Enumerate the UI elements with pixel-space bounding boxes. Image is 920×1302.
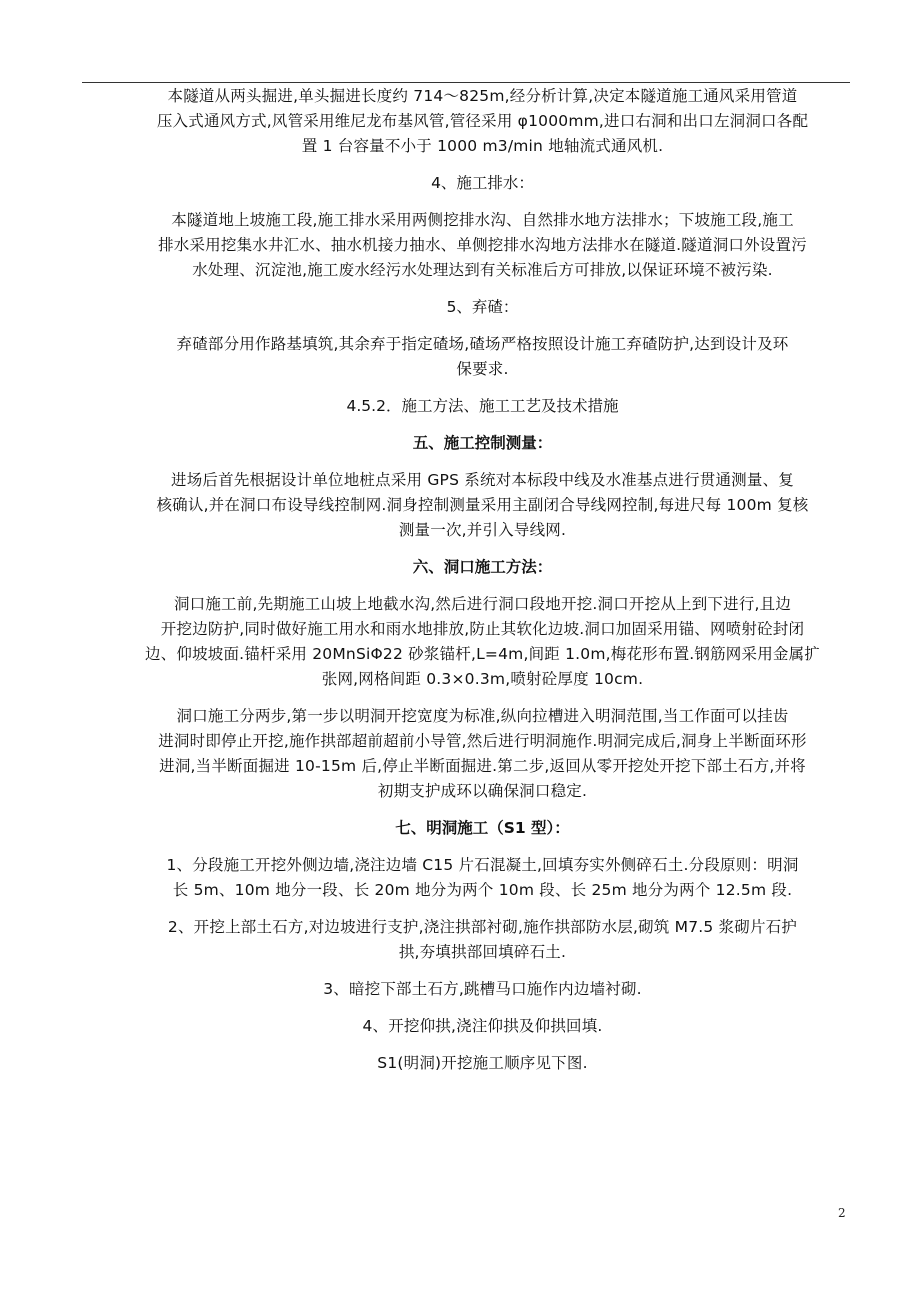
text-line: 弃碴部分用作路基填筑,其余弃于指定碴场,碴场严格按照设计施工弃碴防护,达到设计及环 (176, 335, 789, 353)
text-line: 水处理、沉淀池,施工废水经污水处理达到有关标准后方可排放,以保证环境不被污染. (192, 261, 773, 279)
text-line: 进场后首先根据设计单位地桩点采用 GPS 系统对本标段中线及水准基点进行贯通测量、复 (171, 471, 794, 489)
heading-portal-method: 六、洞口施工方法： (412, 558, 553, 576)
text-line: 置 1 台容量不小于 1000 m3/min 地轴流式通风机. (301, 137, 664, 155)
text-line: 压入式通风方式,风管采用维尼龙布基风管,管径采用 φ1000mm,进口右洞和出口左洞洞口各配 (156, 112, 809, 130)
list-item-2 (110, 915, 855, 965)
text-line: 初期支护成环以确保洞口稳定. (377, 782, 588, 800)
list-item-3: 3、暗挖下部土石方,跳槽马口施作内边墙衬砌. (323, 980, 642, 998)
text-line: 洞口施工前,先期施工山坡上地截水沟,然后进行洞口段地开挖.洞口开挖从上到下进行,且边 (173, 595, 792, 613)
paragraph-spoil (110, 332, 855, 382)
text-line: 开挖边防护,同时做好施工用水和雨水地排放,防止其软化边坡.洞口加固采用锚、网喷射砼封闭 (160, 620, 805, 638)
text-line: 本隧道地上坡施工段,施工排水采用两侧挖排水沟、自然排水地方法排水；下坡施工段,施工 (171, 211, 794, 229)
heading-drainage: 4、施工排水： (431, 174, 534, 192)
section-title-4-5-2: 4.5.2．施工方法、施工工艺及技术措施 (346, 397, 619, 415)
text-line: 长 5m、10m 地分一段、长 20m 地分为两个 10m 段、长 25m 地分为两个 12.5m 段. (172, 881, 793, 899)
text-line: 保要求. (456, 360, 509, 378)
heading-survey-control: 五、施工控制测量： (412, 434, 553, 452)
text-line: 1、分段施工开挖外侧边墙,浇注边墙 C15 片石混凝土,回填夯实外侧碎石土.分段原则：明洞 (166, 856, 799, 874)
heading-spoil: 5、弃碴： (446, 298, 519, 316)
paragraph-survey (110, 468, 855, 543)
paragraph-ventilation (110, 84, 855, 159)
header-rule (82, 82, 850, 83)
paragraph-drainage (110, 208, 855, 283)
figure-reference-caption: S1(明洞)开挖施工顺序见下图. (377, 1054, 588, 1072)
heading-open-cut-tunnel: 七、明洞施工（S1 型）： (395, 819, 570, 837)
text-line: 进洞时即停止开挖,施作拱部超前超前小导管,然后进行明洞施作.明洞完成后,洞身上半断面环形 (158, 732, 807, 750)
text-line: 拱,夯填拱部回填碎石土. (398, 943, 567, 961)
list-item-1 (110, 853, 855, 903)
page-number: 2 (838, 1206, 846, 1220)
text-line: 本隧道从两头掘进,单头掘进长度约 714～825m,经分析计算,决定本隧道施工通风采用管道 (167, 87, 798, 105)
text-line: 张网,网格间距 0.3×0.3m,喷射砼厚度 10cm. (321, 670, 644, 688)
list-item-4: 4、开挖仰拱,浇注仰拱及仰拱回填. (362, 1017, 603, 1035)
text-line: 核确认,并在洞口布设导线控制网.洞身控制测量采用主副闭合导线网控制,每进尺每 100m 复核 (156, 496, 809, 514)
page-content (110, 84, 855, 1076)
text-line: 2、开挖上部土石方,对边坡进行支护,浇注拱部衬砌,施作拱部防水层,砌筑 M7.5 浆砌片石护 (167, 918, 798, 936)
text-line: 进洞,当半断面掘进 10-15m 后,停止半断面掘进.第二步,返回从零开挖处开挖下部土石方,并将 (159, 757, 806, 775)
text-line: 边、仰坡坡面.锚杆采用 20MnSiΦ22 砂浆锚杆,L=4m,间距 1.0m,梅花形布置.钢筋网采用金属扩 (144, 645, 821, 663)
paragraph-portal-2 (110, 704, 855, 804)
paragraph-portal-1 (110, 592, 855, 692)
text-line: 排水采用挖集水井汇水、抽水机接力抽水、单侧挖排水沟地方法排水在隧道.隧道洞口外设置污 (158, 236, 807, 254)
text-line: 测量一次,并引入导线网. (398, 521, 567, 539)
text-line: 洞口施工分两步,第一步以明洞开挖宽度为标准,纵向拉槽进入明洞范围,当工作面可以挂齿 (176, 707, 789, 725)
